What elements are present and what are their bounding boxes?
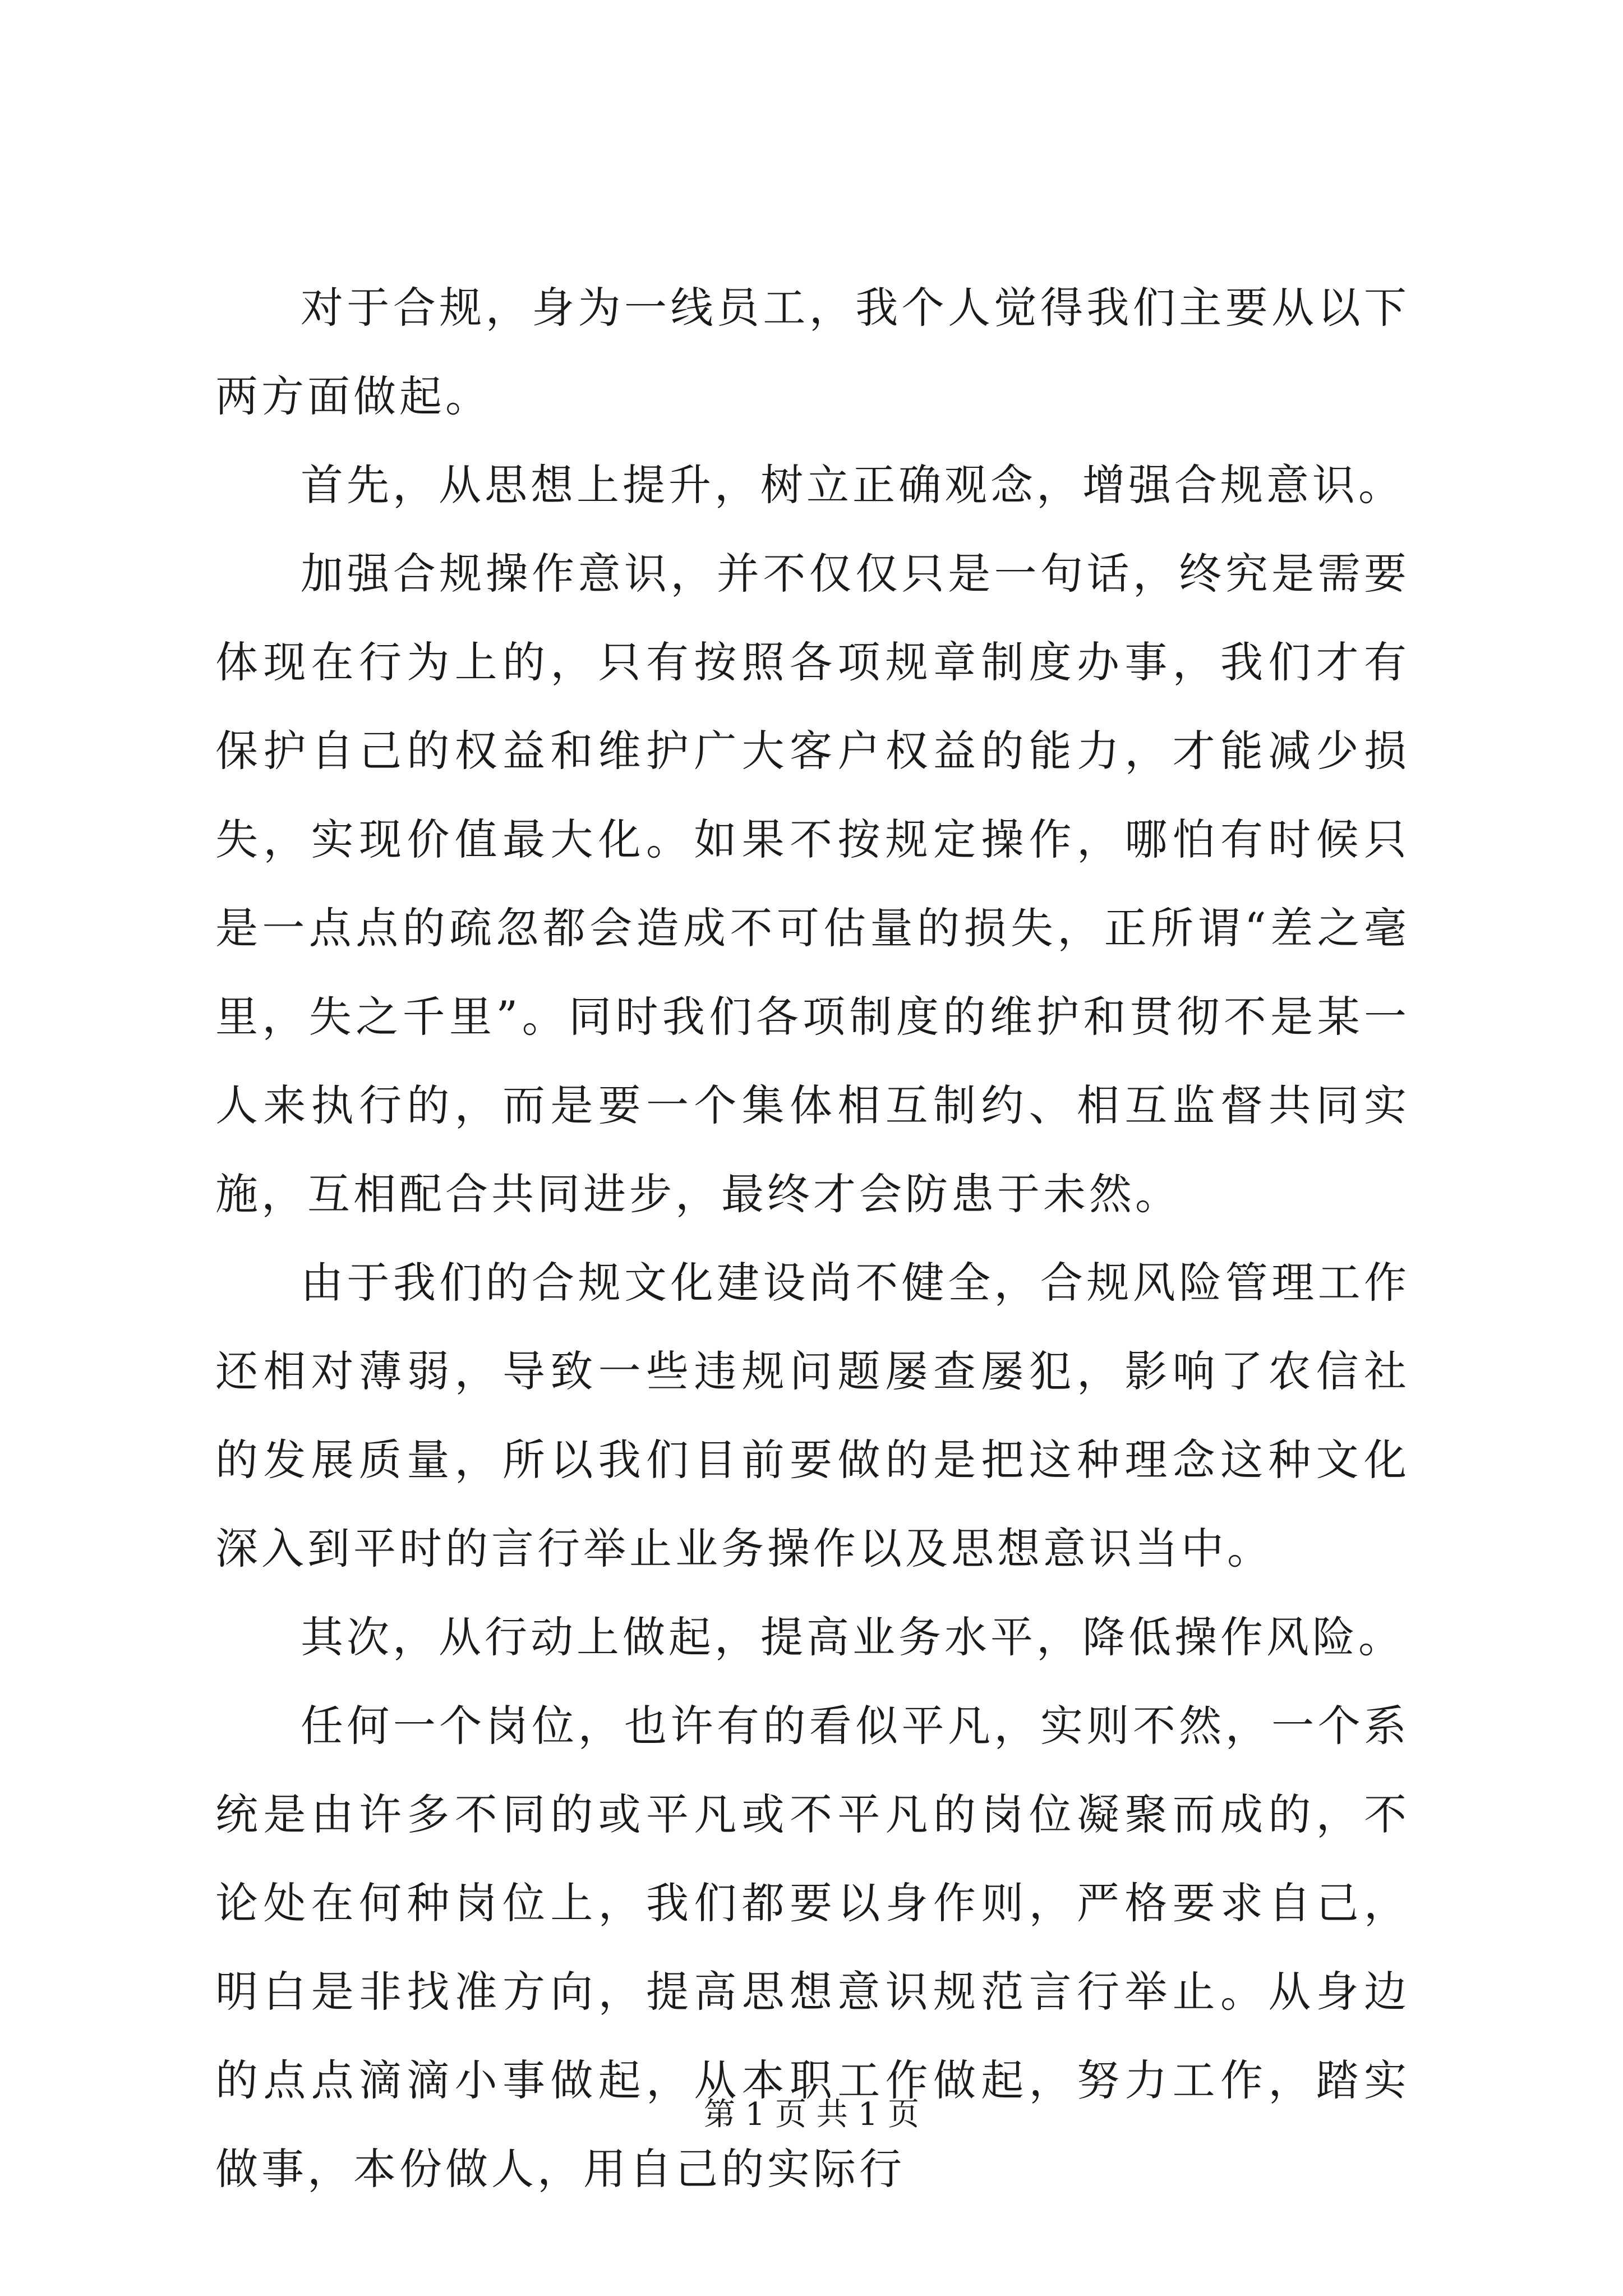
paragraph-3: 加强合规操作意识，并不仅仅只是一句话，终究是需要体现在行为上的，只有按照各项规章制度办事，我们才有保护自己的权益和维护广大客户权益的能力，才能减少损失，实现价值最大化。如果不按规定操作，哪怕有时候只是一点点的疏忽都会造成不可估量的损失，正所谓“差之毫里，失之千里”。同时我们各项制度的维护和贯彻不是某一人来执行的，而是要一个集体相互制约、相互监督共同实施，互相配合共同进步，最终才会防患于未然。 — [215, 549, 1410, 1219]
paragraph-5: 其次，从行动上做起，提高业务水平，降低操作风险。 — [301, 1612, 1404, 1662]
paragraph-2: 首先，从思想上提升，树立正确观念，增强合规意识。 — [301, 460, 1404, 510]
paragraph-1: 对于合规，身为一线员工，我个人觉得我们主要从以下两方面做起。 — [215, 283, 1410, 421]
paragraph-4: 由于我们的合规文化建设尚不健全，合规风险管理工作还相对薄弱，导致一些违规问题屡查屡犯，影响了农信社的发展质量，所以我们目前要做的是把这种理念这种文化深入到平时的言行举止业务操作以及思想意识当中。 — [215, 1258, 1410, 1573]
page-footer: 第 1 页 共 1 页 — [703, 2096, 920, 2133]
document-body — [215, 264, 1410, 2214]
paragraph-6: 任何一个岗位，也许有的看似平凡，实则不然，一个系统是由许多不同的或平凡或不平凡的岗位凝聚而成的，不论处在何种岗位上，我们都要以身作则，严格要求自己，明白是非找准方向，提高思想意识规范言行举止。从身边的点点滴滴小事做起，从本职工作做起，努力工作，踏实做事，本份做人，用自己的实际行 — [215, 1701, 1410, 2194]
